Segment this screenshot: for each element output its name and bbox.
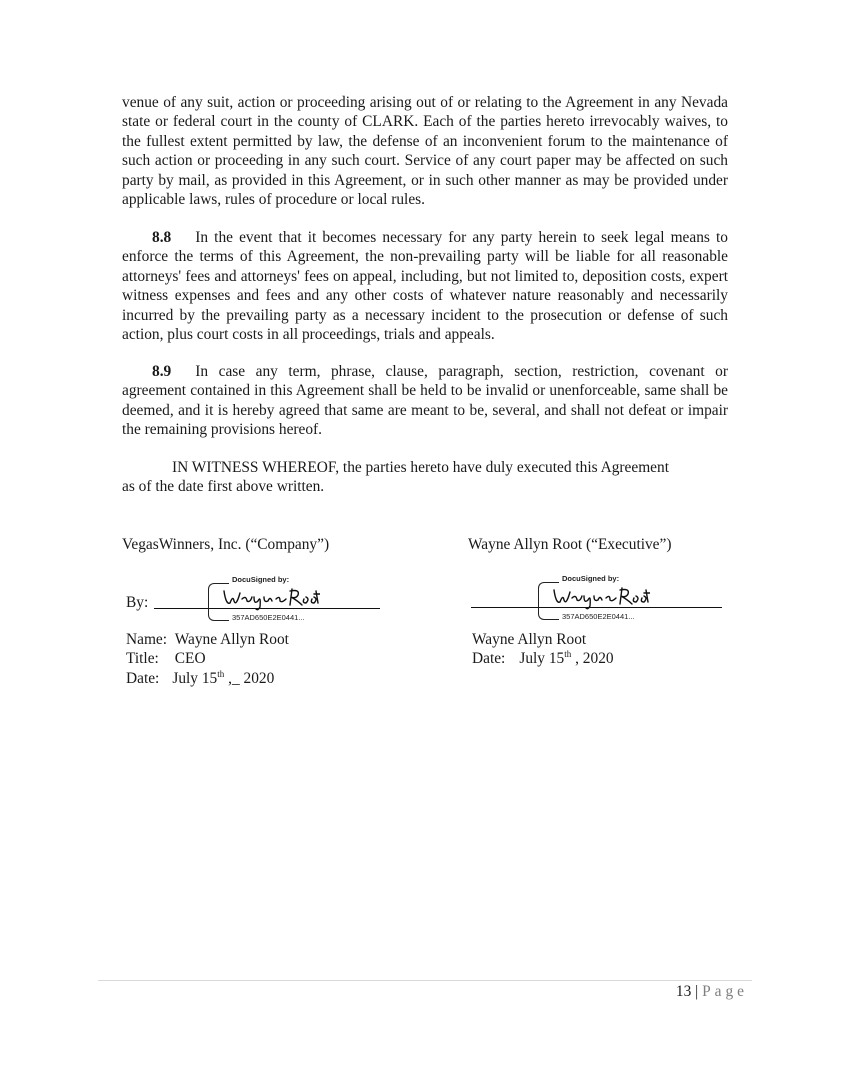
executive-date-year: , 2020: [571, 650, 614, 667]
company-heading: VegasWinners, Inc. (“Company”): [122, 536, 330, 553]
company-date-row: [126, 669, 274, 688]
page-number: 13: [675, 983, 692, 1000]
witness-line-1: IN WITNESS WHEREOF, the parties hereto have duly executed this Agreement: [172, 459, 669, 476]
executive-docusign-label: DocuSigned by:: [562, 574, 620, 583]
company-name-value: Wayne Allyn Root: [174, 631, 289, 648]
company-docusign-hash: 357AD650E2E0441...: [232, 613, 305, 622]
executive-date-label: Date:: [472, 650, 506, 667]
executive-date-row: [472, 649, 614, 668]
company-date-suffix: th: [217, 669, 225, 679]
section-number-8-8: 8.8: [152, 229, 172, 246]
paragraph-venue: venue of any suit, action or proceeding arising out of or relating to the Agreement in any Nevada state or federal court in the county of CLARK. Each of the parties hereto irrevocably waives, to the fullest extent permitted by law, the defense of an inconvenient forum to the maintenance of such action or proceeding in any such court. Service of any court paper may be affected on such party by mail, as provided in this Agreement, or in such other manner as may be provided under applicable laws, rules of procedure or local rules.: [122, 94, 728, 209]
witness-line-2: as of the date first above written.: [122, 478, 325, 496]
executive-docusign-stamp: [538, 574, 708, 626]
page-separator: |: [695, 983, 699, 1000]
company-date-year: ,_ 2020: [224, 670, 275, 687]
company-by-label: By:: [126, 594, 149, 611]
company-title-value: CEO: [174, 650, 206, 667]
executive-date-value: July 15: [519, 650, 565, 667]
company-name-label: Name:: [126, 631, 168, 648]
footer-divider: [98, 980, 752, 981]
section-8-8-text: In the event that it becomes necessary for any party herein to seek legal means to enforce the terms of this Agreement, the non-prevailing party will be liable for all reasonable attorneys' fees and attorneys' fees on appeal, including, but not limited to, deposition costs, expert witness expenses and fees and any other costs of whatever nature reasonably and necessarily incurred by the prevailing party as a necessary incident to the prosecution or defense of such action, plus court costs in all proceedings, trials and appeals.: [122, 229, 728, 344]
company-docusign-stamp: [208, 575, 378, 627]
company-title-label: Title:: [126, 650, 159, 667]
section-8-8: [122, 228, 728, 344]
company-title-row: [126, 649, 206, 668]
company-handwritten-signature: [220, 583, 320, 611]
section-number-8-9: 8.9: [152, 363, 172, 380]
executive-date-suffix: th: [564, 649, 572, 659]
company-date-value: July 15: [172, 670, 218, 687]
section-8-9-text: In case any term, phrase, clause, paragraph, section, restriction, covenant or agreement contained in this Agreement shall be held to be invalid or unenforceable, same shall be deemed, and it is hereby agreed that same are meant to be, several, and shall not defeat or impair the remaining provisions hereof.: [122, 363, 728, 439]
section-8-9: [122, 362, 728, 440]
page-word: Page: [702, 983, 748, 1000]
executive-handwritten-signature: [550, 582, 650, 610]
witness-clause: [122, 458, 722, 497]
executive-docusign-hash: 357AD650E2E0441...: [562, 612, 635, 621]
page-footer: [676, 983, 748, 1001]
company-docusign-label: DocuSigned by:: [232, 575, 290, 584]
executive-heading: Wayne Allyn Root (“Executive”): [468, 536, 672, 553]
company-name-row: [126, 630, 289, 649]
company-date-label: Date:: [126, 670, 160, 687]
executive-name: Wayne Allyn Root: [472, 631, 587, 648]
